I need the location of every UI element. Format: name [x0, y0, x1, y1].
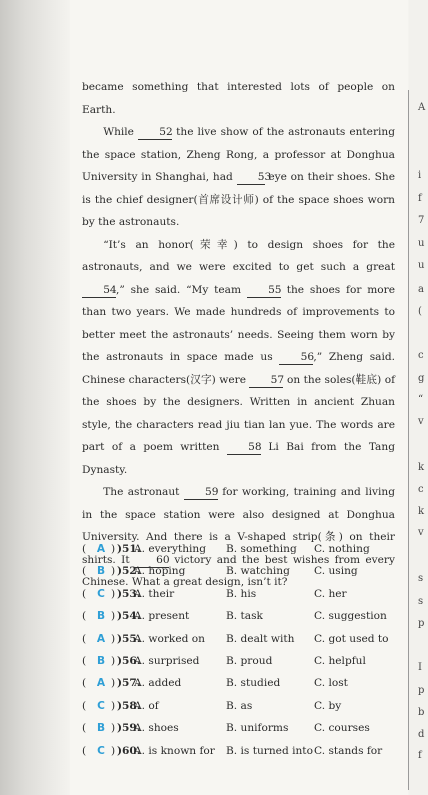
text-span: “It’s an honor(荣幸) to design shoes for the astronauts, and we were excited to get such a great	[82, 238, 395, 273]
option-c: C. got used to	[314, 632, 389, 645]
text-span: While	[103, 126, 134, 138]
question-number: )51.	[117, 543, 141, 555]
edge-letter: k	[418, 506, 425, 517]
paren-open: (	[82, 699, 87, 712]
option-a: A. present	[134, 610, 190, 623]
blank-58: 58	[227, 441, 261, 455]
passage	[82, 76, 395, 594]
question-row	[82, 740, 402, 762]
question-row	[82, 695, 402, 717]
answer-letter: B	[96, 610, 106, 623]
option-b: B. studied	[226, 677, 281, 690]
option-c: C. stands for	[314, 744, 383, 757]
question-row	[82, 583, 402, 605]
text-span: on the soles(鞋底) of the shoes by the designers. Written in ancient Zhuan style, the characters read jiu tian lan yue. The words are part of a poem written	[82, 373, 396, 453]
answer-letter: B	[96, 722, 106, 735]
edge-letter: f	[418, 750, 422, 761]
text-span: Li Bai from the Tang Dynasty.	[82, 441, 395, 476]
blank-55: 55	[247, 284, 281, 298]
question-number: )60.	[117, 744, 141, 757]
option-a: A. everything	[134, 543, 207, 555]
answer-letter: B	[96, 654, 106, 667]
paren-open: (	[82, 565, 87, 578]
blank-53: 53	[237, 171, 265, 185]
option-c: C. lost	[314, 677, 348, 690]
paragraph-2	[82, 234, 395, 482]
book-gutter-shadow	[0, 0, 70, 795]
option-c: C. suggestion	[314, 610, 387, 623]
option-b: B. as	[226, 699, 253, 712]
edge-letter: I	[418, 662, 422, 673]
paren-open: (	[82, 587, 87, 600]
paren-close: )	[111, 610, 116, 623]
answer-letter: B	[96, 565, 106, 578]
paren-close: )	[111, 677, 116, 690]
paren-close: )	[111, 587, 116, 600]
edge-letter: s	[418, 596, 424, 607]
answer-letter: C	[97, 587, 105, 600]
text-span: ,” she said. “My team	[116, 283, 242, 296]
blank-57: 57	[249, 374, 283, 388]
text-span: victory and the best wishes from every Chinese. What a great design, isn’t it?	[82, 553, 395, 588]
text-span: for working, training and living in the space station were also designed at Donghua University. And there is a V-shaped strip(条) on their shirts. It	[82, 486, 395, 566]
paren-open: (	[82, 677, 87, 690]
edge-letter: v	[418, 527, 424, 538]
question-number: )52.	[117, 565, 141, 578]
question-row	[82, 538, 402, 560]
paren-close: )	[111, 543, 116, 555]
paren-open: (	[82, 632, 87, 645]
paren-close: )	[111, 722, 116, 735]
answer-letter: A	[96, 632, 106, 645]
edge-letter: u	[418, 238, 425, 249]
blank-56: 56	[279, 351, 313, 365]
text-span: the shoes for more than two years. We made hundreds of improvements to better meet the astronauts’ needs. Seeing them worn by the astronauts in space made us	[82, 283, 395, 363]
edge-letter: i	[418, 170, 422, 181]
option-b: B. watching	[226, 565, 290, 578]
paren-open: (	[82, 543, 87, 555]
edge-letter: c	[418, 350, 424, 361]
question-number: )53.	[117, 587, 141, 600]
option-a: A. hoping	[134, 565, 186, 578]
edge-letter: v	[418, 416, 424, 427]
question-row	[82, 717, 402, 739]
paren-close: )	[111, 699, 116, 712]
edge-letter: p	[418, 685, 425, 696]
edge-letter: b	[418, 707, 425, 718]
question-row	[82, 560, 402, 582]
edge-letter: g	[418, 373, 425, 384]
edge-letter: c	[418, 484, 424, 495]
option-b: B. uniforms	[226, 722, 289, 735]
edge-letter: A	[418, 102, 426, 113]
paragraph-1	[82, 121, 395, 234]
option-a: A. their	[134, 587, 175, 600]
page-divider	[408, 90, 409, 790]
question-number: )58.	[117, 699, 141, 712]
question-row	[82, 605, 402, 627]
edge-letter: f	[418, 193, 422, 204]
answer-letter: A	[96, 543, 106, 555]
edge-letter: s	[418, 573, 424, 584]
text-span: The astronaut	[103, 486, 180, 498]
blank-60: 60	[135, 554, 169, 568]
passage-line-0: became something that interested lots of people on Earth.	[82, 81, 395, 116]
text-span: the live show of the astronauts entering the space station, Zheng Rong, a professor at Donghua University in Shanghai, had	[82, 126, 396, 183]
option-b: B. task	[226, 610, 263, 623]
option-b: B. something	[226, 543, 297, 555]
question-row	[82, 628, 402, 650]
option-a: A. of	[134, 699, 159, 712]
blank-59: 59	[184, 486, 218, 500]
question-row	[82, 672, 402, 694]
paren-open: (	[82, 610, 87, 623]
question-number: )57.	[117, 677, 141, 690]
edge-letter: u	[418, 260, 425, 271]
answer-letter: C	[97, 699, 105, 712]
option-b: B. dealt with	[226, 632, 295, 645]
option-c: C. nothing	[314, 543, 370, 555]
option-a: A. worked on	[134, 632, 205, 645]
option-c: C. using	[314, 565, 358, 578]
paren-close: )	[111, 654, 116, 667]
edge-letter: k	[418, 462, 425, 473]
edge-letter: (	[418, 306, 422, 317]
question-number: )54.	[117, 610, 141, 623]
question-number: )56.	[117, 654, 141, 667]
option-c: C. by	[314, 699, 342, 712]
option-a: A. added	[134, 677, 182, 690]
option-a: A. surprised	[134, 654, 200, 667]
option-c: C. helpful	[314, 654, 366, 667]
paren-open: (	[82, 654, 87, 667]
edge-letter: “	[418, 394, 424, 405]
option-b: B. his	[226, 587, 257, 600]
edge-letter: a	[418, 284, 424, 295]
edge-letter: 7	[418, 215, 425, 226]
paren-open: (	[82, 744, 87, 757]
answer-letter: A	[96, 677, 106, 690]
blank-52: 52	[138, 126, 172, 140]
paren-close: )	[111, 744, 116, 757]
edge-letter: p	[418, 618, 425, 629]
text-span: ,” Zheng said. Chinese characters(汉字) were	[82, 351, 395, 386]
option-a: A. is known for	[134, 744, 215, 757]
answer-letter: C	[97, 744, 105, 757]
option-c: C. her	[314, 587, 347, 600]
question-number: )55.	[117, 632, 141, 645]
paren-close: )	[111, 632, 116, 645]
option-a: A. shoes	[134, 722, 179, 735]
paren-open: (	[82, 722, 87, 735]
answer-options	[82, 538, 402, 762]
option-b: B. is turned into	[226, 744, 313, 757]
option-b: B. proud	[226, 654, 273, 667]
edge-letter: d	[418, 729, 425, 740]
question-row	[82, 650, 402, 672]
option-c: C. courses	[314, 722, 370, 735]
paren-close: )	[111, 565, 116, 578]
text-span: eye on their shoes. She is the chief designer(首席设计师) of the space shoes worn by the astronauts.	[82, 171, 396, 228]
blank-54: 54	[82, 284, 116, 298]
question-number: )59.	[117, 722, 141, 735]
